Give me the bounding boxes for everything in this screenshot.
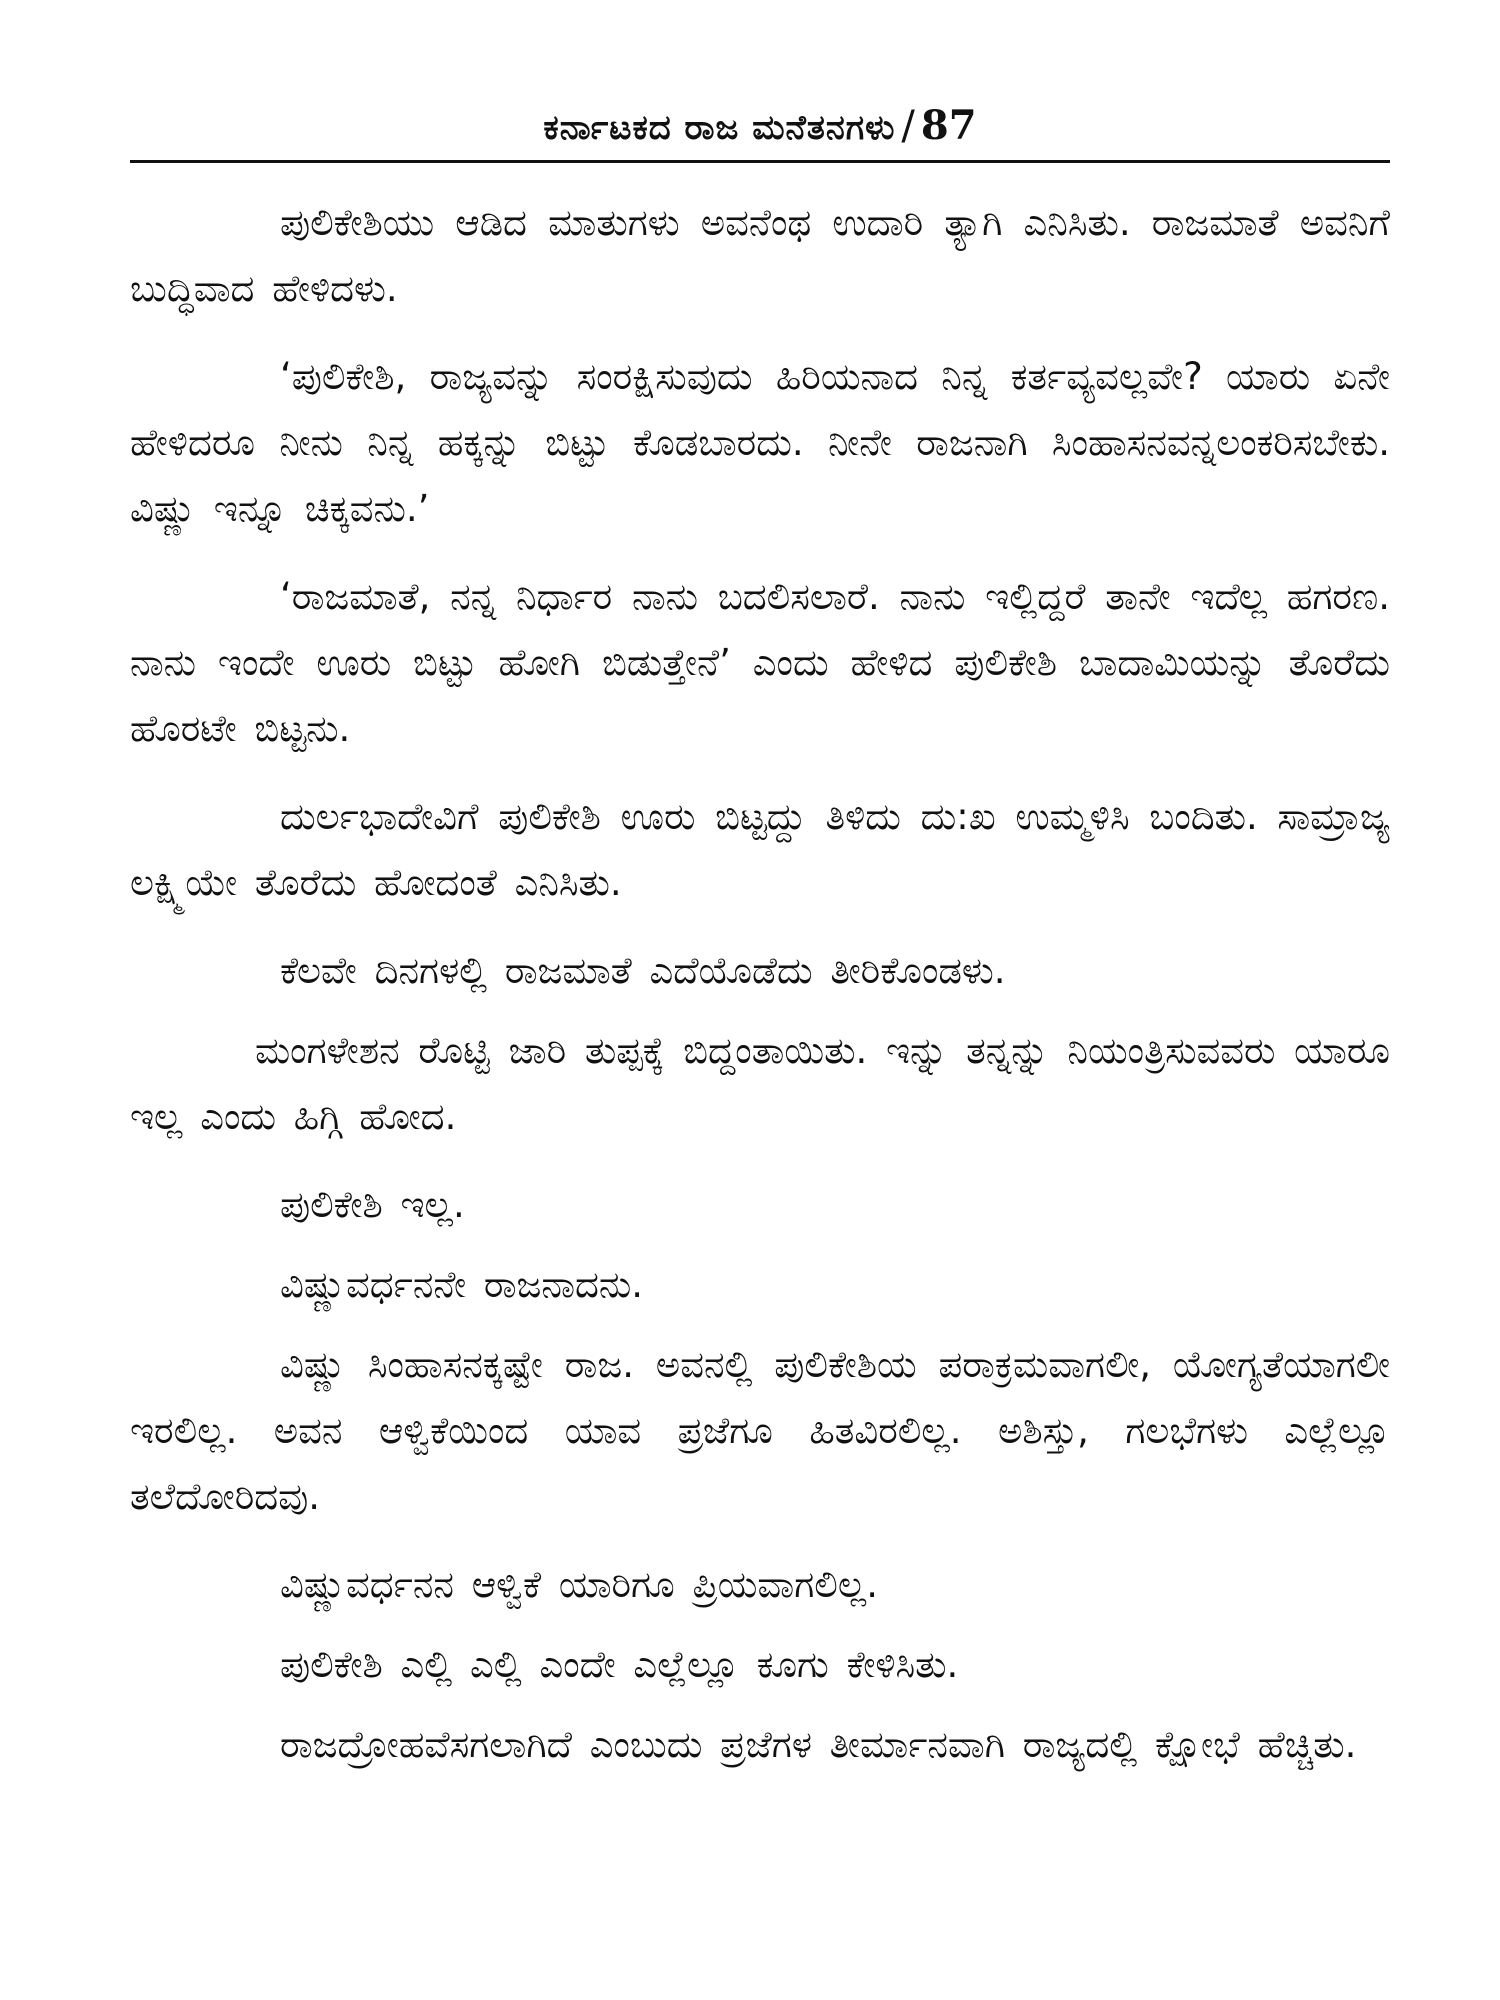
paragraph-2: ‘ಪುಲಿಕೇಶಿ, ರಾಜ್ಯವನ್ನು ಸಂರಕ್ಷಿಸುವುದು ಹಿರಿಯನಾದ ನಿನ್ನ ಕರ್ತವ್ಯವಲ್ಲವೇ? ಯಾರು ಏನೇ ಹೇಳಿದರೂ ನೀನು ನಿನ್ನ ಹಕ್ಕನ್ನು ಬಿಟ್ಟು ಕೊಡಬಾರದು. ನೀನೇ ರಾಜನಾಗಿ ಸಿಂಹಾಸನವನ್ನಲಂಕರಿಸಬೇಕು. ವಿಷ್ಣು ಇನ್ನೂ ಚಿಕ್ಕವನು.’: [130, 355, 1390, 530]
paragraph-8: ವಿಷ್ಣುವರ್ಧನನೇ ರಾಜನಾದನು.: [280, 1263, 644, 1306]
running-header: [130, 92, 1390, 160]
paragraph-7: ಪುಲಿಕೇಶಿ ಇಲ್ಲ.: [280, 1183, 465, 1226]
page-number: 87: [920, 102, 977, 149]
paragraph-11: ಪುಲಿಕೇಶಿ ಎಲ್ಲಿ ಎಲ್ಲಿ ಎಂದೇ ಎಲ್ಲೆಲ್ಲೂ ಕೂಗು ಕೇಳಿಸಿತು.: [280, 1643, 959, 1686]
book-page: [130, 92, 1390, 1952]
book-title: ಕರ್ನಾಟಕದ ರಾಜ ಮನೆತನಗಳು: [543, 108, 896, 148]
paragraph-12: ರಾಜದ್ರೋಹವೆಸಗಲಾಗಿದೆ ಎಂಬುದು ಪ್ರಜೆಗಳ ತೀರ್ಮಾನವಾಗಿ ರಾಜ್ಯದಲ್ಲಿ ಕ್ಷೋಭೆ ಹೆಚ್ಚಿತು.: [280, 1723, 1357, 1766]
paragraph-10: ವಿಷ್ಣುವರ್ಧನನ ಆಳ್ವಿಕೆ ಯಾರಿಗೂ ಪ್ರಿಯವಾಗಲಿಲ್ಲ.: [280, 1563, 878, 1606]
paragraph-6: ಮಂಗಳೇಶನ ರೊಟ್ಟಿ ಜಾರಿ ತುಪ್ಪಕ್ಕೆ ಬಿದ್ದಂತಾಯಿತು. ಇನ್ನು ತನ್ನನ್ನು ನಿಯಂತ್ರಿಸುವವರು ಯಾರೂ ಇಲ್ಲ ಎಂದು ಹಿಗ್ಗಿ ಹೋದ.: [130, 1029, 1390, 1138]
paragraph-3: ‘ರಾಜಮಾತೆ, ನನ್ನ ನಿರ್ಧಾರ ನಾನು ಬದಲಿಸಲಾರೆ. ನಾನು ಇಲ್ಲಿದ್ದರೆ ತಾನೇ ಇದೆಲ್ಲ ಹಗರಣ. ನಾನು ಇಂದೇ ಊರು ಬಿಟ್ಟು ಹೋಗಿ ಬಿಡುತ್ತೇನೆ’ ಎಂದು ಹೇಳಿದ ಪುಲಿಕೇಶಿ ಬಾದಾಮಿಯನ್ನು ತೊರೆದು ಹೊರಟೇ ಬಿಟ್ಟನು.: [130, 575, 1390, 750]
paragraph-1: ಪುಲಿಕೇಶಿಯು ಆಡಿದ ಮಾತುಗಳು ಅವನೆಂಥ ಉದಾರಿ ತ್ಯಾಗಿ ಎನಿಸಿತು. ರಾಜಮಾತೆ ಅವನಿಗೆ ಬುದ್ಧಿವಾದ ಹೇಳಿದಳು.: [130, 201, 1390, 310]
paragraph-4: ದುರ್ಲಭಾದೇವಿಗೆ ಪುಲಿಕೇಶಿ ಊರು ಬಿಟ್ಟದ್ದು ತಿಳಿದು ದು:ಖ ಉಮ್ಮಳಿಸಿ ಬಂದಿತು. ಸಾಮ್ರಾಜ್ಯ ಲಕ್ಷ್ಮಿಯೇ ತೊರೆದು ಹೋದಂತೆ ಎನಿಸಿತು.: [130, 795, 1390, 904]
header-separator: /: [901, 103, 915, 149]
paragraph-5: ಕೆಲವೇ ದಿನಗಳಲ್ಲಿ ರಾಜಮಾತೆ ಎದೆಯೊಡೆದು ತೀರಿಕೊಂಡಳು.: [280, 949, 1006, 992]
header-rule: [130, 160, 1390, 163]
page-body: [130, 190, 1390, 1800]
paragraph-9: ವಿಷ್ಣು ಸಿಂಹಾಸನಕ್ಕಷ್ಟೇ ರಾಜ. ಅವನಲ್ಲಿ ಪುಲಿಕೇಶಿಯ ಪರಾಕ್ರಮವಾಗಲೀ, ಯೋಗ್ಯತೆಯಾಗಲೀ ಇರಲಿಲ್ಲ. ಅವನ ಆಳ್ವಿಕೆಯಿಂದ ಯಾವ ಪ್ರಜೆಗೂ ಹಿತವಿರಲಿಲ್ಲ. ಅಶಿಸ್ತು, ಗಲಭೆಗಳು ಎಲ್ಲೆಲ್ಲೂ ತಲೆದೋರಿದವು.: [130, 1343, 1390, 1518]
